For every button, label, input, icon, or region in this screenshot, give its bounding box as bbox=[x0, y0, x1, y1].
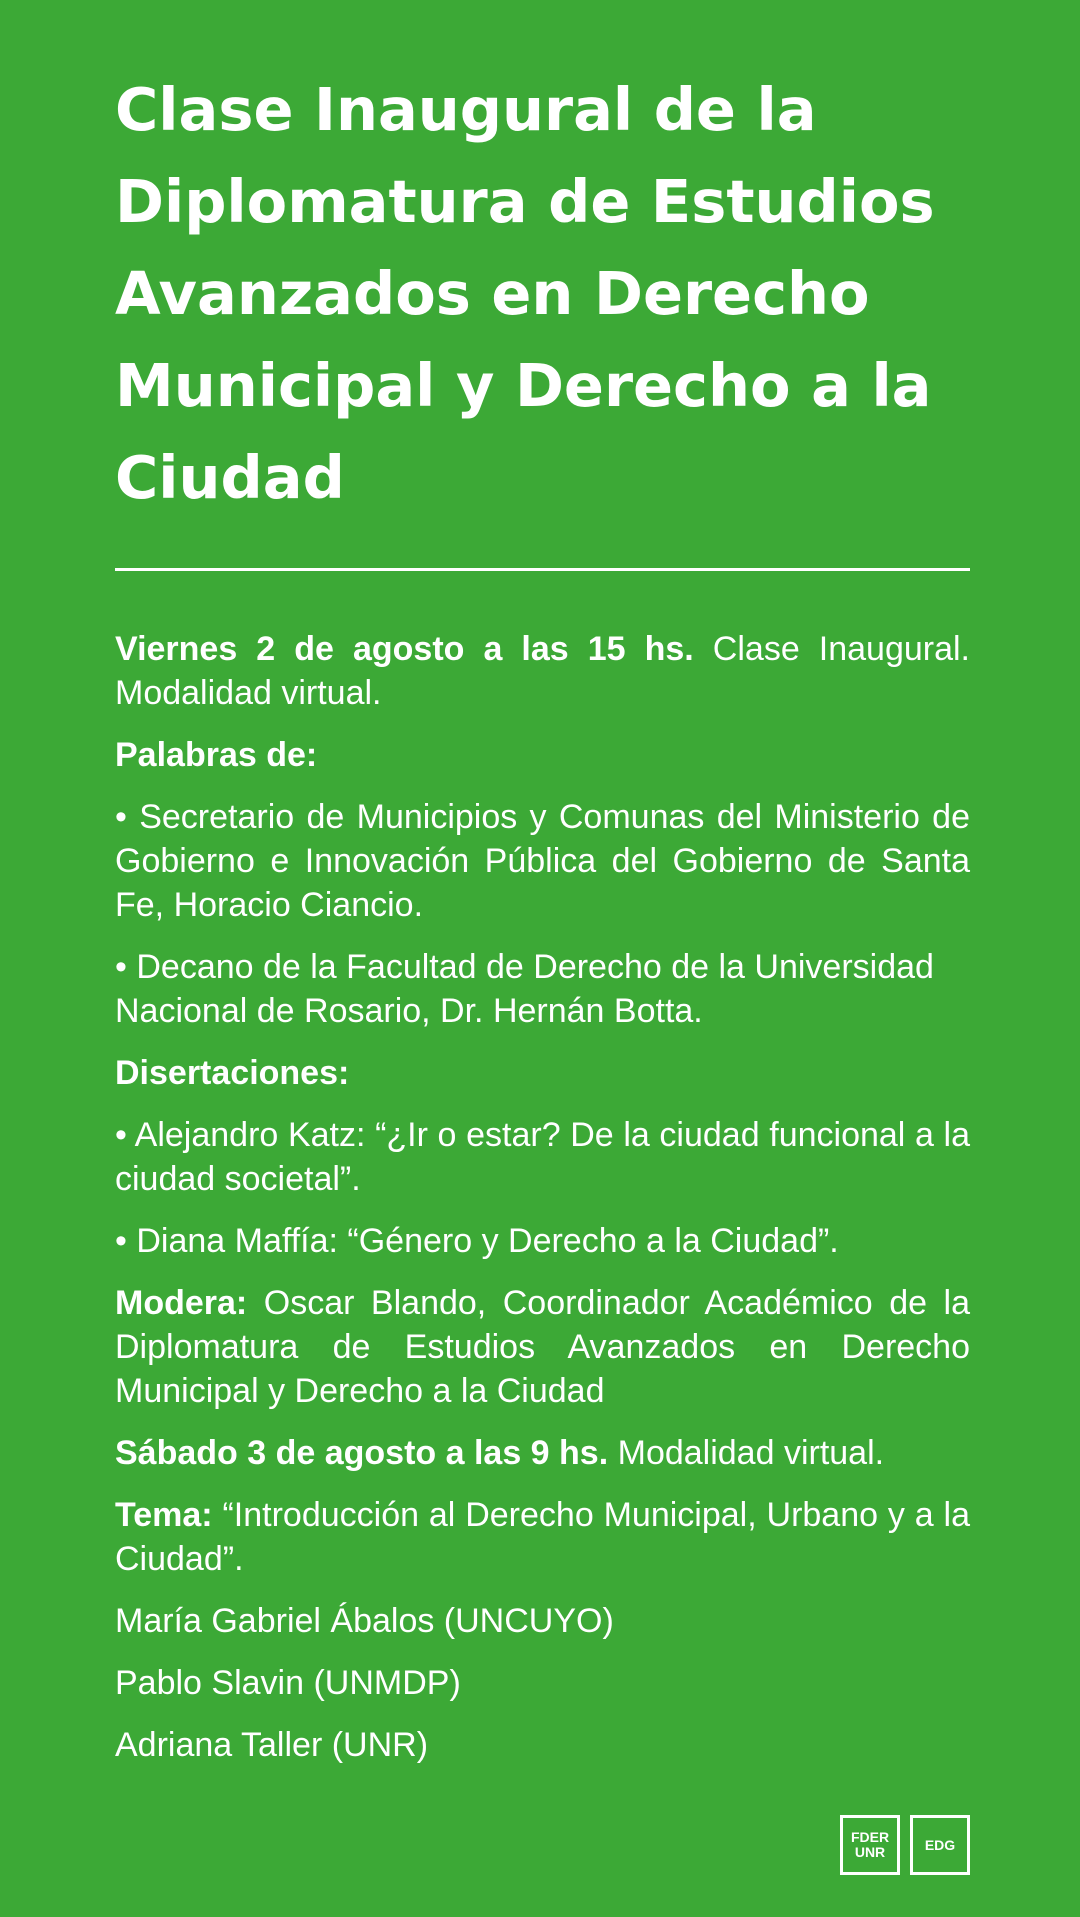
main-content bbox=[115, 64, 970, 1785]
speaker-slavin: Pablo Slavin (UNMDP) bbox=[115, 1664, 461, 1702]
friday-schedule bbox=[115, 627, 970, 715]
disertacion-item-katz: • Alejandro Katz: “¿Ir o estar? De la ciudad funcional a la ciudad societal”. bbox=[115, 1116, 970, 1198]
friday-date: Viernes 2 de agosto a las 15 hs. bbox=[115, 630, 694, 668]
edg-logo bbox=[910, 1815, 970, 1875]
friday-description: Clase Inaugural. Modalidad virtual. bbox=[115, 630, 971, 712]
saturday-schedule bbox=[115, 1431, 970, 1475]
fder-logo-line2: UNR bbox=[854, 1844, 886, 1860]
title-divider bbox=[115, 568, 970, 571]
palabras-heading: Palabras de: bbox=[115, 736, 318, 774]
edg-logo-text: EDG bbox=[924, 1836, 956, 1853]
tema-text: “Introducción al Derecho Municipal, Urbano y a la Ciudad”. bbox=[115, 1496, 970, 1578]
tema-label: Tema: bbox=[115, 1496, 213, 1534]
tema-line bbox=[115, 1493, 970, 1581]
saturday-description: Modalidad virtual. bbox=[608, 1434, 885, 1472]
fder-unr-logo bbox=[840, 1815, 900, 1875]
modera-text: Oscar Blando, Coordinador Académico de la Diplomatura de Estudios Avanzados en Derecho Municipal y Derecho a la Ciudad bbox=[115, 1284, 970, 1410]
palabras-item-secretario: • Secretario de Municipios y Comunas del Ministerio de Gobierno e Innovación Pública del Gobierno de Santa Fe, Horacio Ciancio. bbox=[115, 798, 970, 924]
disertaciones-heading: Disertaciones: bbox=[115, 1054, 350, 1092]
palabras-item-decano: • Decano de la Facultad de Derecho de la Universidad Nacional de Rosario, Dr. Hernán Botta. bbox=[115, 948, 934, 1030]
page-title: Clase Inaugural de la Diplomatura de Estudios Avanzados en Derecho Municipal y Derecho a la Ciudad bbox=[115, 75, 935, 512]
disertacion-item-maffia: • Diana Maffía: “Género y Derecho a la Ciudad”. bbox=[115, 1222, 839, 1260]
modera-label: Modera: bbox=[115, 1284, 248, 1322]
modera-line bbox=[115, 1281, 970, 1413]
saturday-date: Sábado 3 de agosto a las 9 hs. bbox=[115, 1434, 609, 1472]
speaker-abalos: María Gabriel Ábalos (UNCUYO) bbox=[115, 1602, 614, 1640]
fder-logo-line1: FDER bbox=[850, 1829, 890, 1845]
footer-logos bbox=[840, 1815, 970, 1875]
speaker-taller: Adriana Taller (UNR) bbox=[115, 1726, 429, 1764]
